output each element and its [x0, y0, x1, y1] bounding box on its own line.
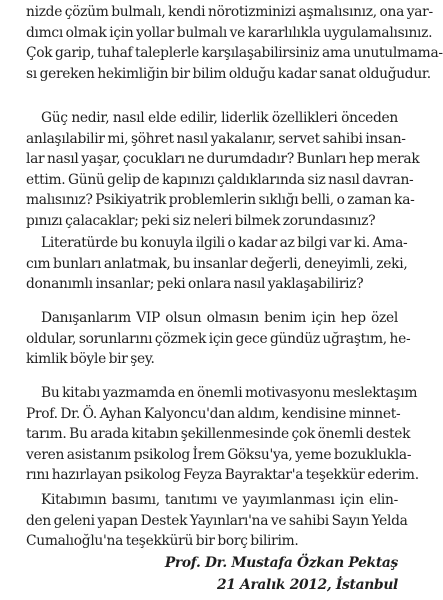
- text-line: Prof. Dr. Ö. Ayhan Kalyoncu'dan aldım, kendisine minnet-: [26, 405, 401, 422]
- text-line: oldular, sorunlarını çözmek için gece gündüz uğraştım, he-: [26, 330, 411, 347]
- text-line: sı gereken hekimliğin bir bilim olduğu kadar sanat olduğudur.: [26, 65, 431, 82]
- text-line: kimlik böyle bir şey.: [26, 351, 155, 368]
- paragraph-2: [26, 108, 420, 232]
- text-line: Bu kitabı yazmamda en önemli motivasyonu meslektaşım: [41, 385, 418, 401]
- text-line: ettim. Günü gelip de kapınızı çaldıklarında siz nasıl davran-: [26, 171, 414, 188]
- text-line: anlaşılabilir mi, şöhret nasıl yakalanır, servet sahibi insan-: [26, 130, 406, 147]
- signature-date-place: 21 Aralık 2012, İstanbul: [216, 577, 398, 593]
- text-line: Güç nedir, nasıl elde edilir, liderlik özellikleri önceden: [41, 110, 398, 126]
- author-signature: [26, 552, 398, 596]
- paragraph-1: [26, 2, 443, 84]
- text-line: rını hazırlayan psikolog Feyza Bayraktar'a teşekkür ederim.: [26, 467, 419, 484]
- book-page: [26, 0, 443, 600]
- text-line: pınızı çalacaklar; peki siz neleri bilmek zorundasınız?: [26, 212, 376, 229]
- text-line: veren asistanım psikolog İrem Göksu'ya, yeme bozuklukla-: [26, 446, 412, 463]
- author-name: Prof. Dr. Mustafa Özkan Pektaş: [164, 555, 398, 571]
- text-line: lar nasıl yaşar, çocukları ne durumdadır? Bunları hep merak: [26, 151, 420, 168]
- text-line: tarım. Bu arada kitabın şekillenmesinde çok önemli destek: [26, 426, 411, 443]
- paragraph-6: [26, 490, 408, 552]
- text-line: Literatürde bu konuyla ilgili o kadar az bilgi var ki. Ama-: [41, 235, 408, 251]
- paragraph-5: [26, 383, 419, 486]
- paragraph-3: [26, 233, 408, 295]
- text-line: den geleni yapan Destek Yayınları'na ve sahibi Sayın Yelda: [26, 512, 408, 529]
- text-line: malısınız? Psikiyatrik problemlerin sıklığı belli, o zaman ka-: [26, 192, 415, 209]
- paragraph-4: [26, 308, 411, 370]
- text-line: dımcı olmak için yollar bulmalı ve kararlılıkla uygulamalısınız.: [26, 24, 433, 41]
- text-line: donanımlı insanlar; peki onlara nasıl yaklaşabiliriz?: [26, 276, 364, 293]
- text-line: Cumalıoğlu'na teşekkürü bir borç bilirim.: [26, 533, 299, 550]
- text-line: Danışanlarım VIP olsun olmasın benim için hep özel: [41, 310, 398, 326]
- text-line: cım bunları anlatmak, bu insanlar değerli, deneyimli, zeki,: [26, 255, 408, 272]
- text-line: Çok garip, tuhaf taleplerle karşılaşabilirsiniz ama unutulmama-: [26, 45, 443, 62]
- text-line: nizde çözüm bulmalı, kendi nörotizminizi aşmalısınız, ona yar-: [26, 4, 433, 20]
- text-line: Kitabımın basımı, tanıtımı ve yayımlanması için elin-: [41, 492, 398, 508]
